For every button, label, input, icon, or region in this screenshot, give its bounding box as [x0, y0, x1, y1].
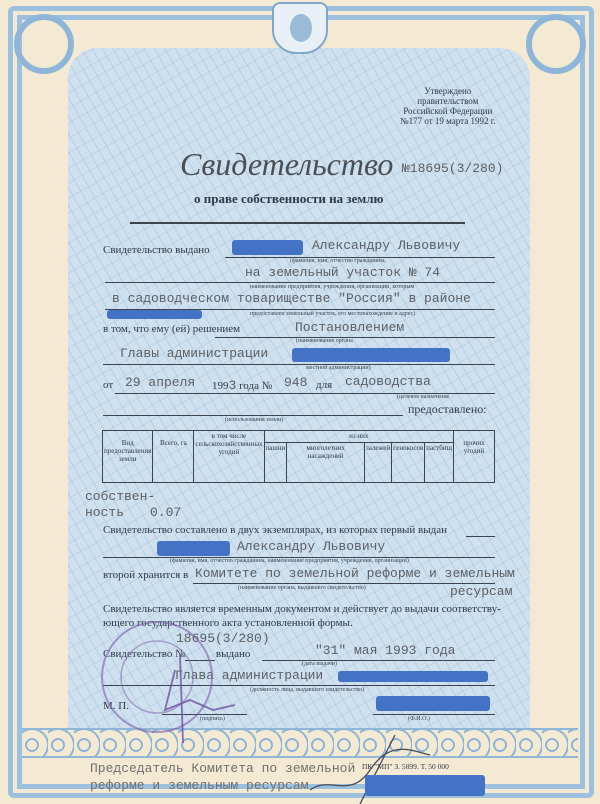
table-header: из них [264, 431, 453, 443]
from-label: от [103, 379, 114, 391]
caption: (использования земли) [225, 417, 284, 423]
table-header: в том числе сельскохозяйственных угодий [194, 431, 264, 483]
copies-text: Свидетельство составлено в двух экземплярах, из которых первый выдан [103, 524, 447, 536]
caption: наименование предприятия, учреждения, организации, которым [250, 284, 415, 290]
ownership-type: собствен- [85, 489, 156, 504]
caption: (должность лица, выдавшего свидетельство) [250, 687, 365, 693]
approval-line: правительством [417, 96, 479, 106]
decision-date: 29 апреля [125, 375, 196, 390]
corner-ornament [526, 14, 586, 74]
official-stamp [95, 615, 235, 745]
caption: (целевое назначение [397, 394, 450, 400]
area-value: 0.07 [150, 505, 182, 520]
second-copy-holder: Комитете по земельной реформе и земельным [195, 566, 515, 581]
caption: (дата выдачи) [302, 661, 337, 667]
ownership-type: ность [85, 505, 125, 520]
decree-number: 948 [284, 375, 308, 390]
year-label: года № [239, 380, 273, 392]
printer-mark: ПК "МП" З. 5899. Т. 50 000 [362, 762, 449, 771]
approval-line: Российской Федерации [403, 106, 493, 116]
issue-number: 18695(3/280) [176, 631, 270, 646]
land-table [102, 430, 495, 483]
first-copy-recipient: Александру Львовичу [237, 539, 386, 554]
footer-chairman: Председатель Комитета по земельной [90, 761, 356, 776]
issue-label: Свидетельство № [103, 648, 186, 660]
approval-line: Утверждено [424, 86, 472, 96]
corner-ornament [14, 14, 74, 74]
for-label: для [316, 379, 333, 391]
coat-of-arms-emblem [272, 2, 328, 54]
caption: (подпись) [200, 716, 225, 722]
approval-line: №177 от 19 марта 1992 г. [400, 116, 496, 126]
plot-value: на земельный участок № 74 [245, 265, 441, 280]
year-suffix: 3 [228, 378, 237, 393]
notice-text: ющего государственного акта установленной формы. [103, 617, 353, 629]
redaction [107, 310, 202, 319]
redaction [338, 671, 488, 682]
granted-label: предоставлено: [408, 402, 487, 416]
decision-label: в том, что ему (ей) решением [103, 323, 241, 335]
redaction [365, 775, 485, 796]
table-subheader: залежей [364, 443, 391, 483]
document-title: Свидетельство [180, 146, 394, 182]
document-subtitle: о праве собственности на землю [194, 191, 384, 206]
year-prefix: 199 [212, 380, 229, 392]
certificate-number: №18695(3/280) [402, 161, 504, 176]
table-header: прочих угодий [454, 431, 495, 483]
caption: местной администрации) [306, 365, 371, 371]
caption: предоставлен земельный участок, его местонахождение и адрес) [250, 311, 416, 317]
caption: (наименование органа [296, 338, 353, 344]
caption: (наименование органа, выдавшего свидетельство) [238, 585, 366, 591]
issuer-position: Глава администрации [175, 668, 324, 683]
issue-date: "31" мая 1993 года [315, 643, 456, 658]
second-copy-holder: ресурсам [450, 584, 513, 599]
caption: (Ф.И.О.) [408, 716, 430, 722]
redaction [232, 240, 303, 255]
caption: (фамилия, имя, отчество гражданина, [290, 258, 387, 264]
footer-chairman: реформе и земельным ресурсам [90, 778, 309, 793]
location-value: в садоводческом товариществе "Россия" в районе [112, 291, 471, 306]
seal-label: М. П. [103, 700, 129, 712]
approval-note [400, 86, 496, 126]
table-subheader: многолетних насаждений [287, 443, 365, 483]
table-subheader: пастбищ [425, 443, 454, 483]
authority-value: Главы администрации [120, 346, 269, 361]
second-copy-label: второй хранится в [103, 569, 189, 581]
table-subheader: пашни [264, 443, 287, 483]
table-subheader: сенокосов [392, 443, 425, 483]
table-header: Вид предоставления земли [103, 431, 153, 483]
decision-value: Постановлением [295, 320, 405, 335]
issued-word: выдано [215, 648, 251, 660]
issued-to-value: Александру Львовичу [312, 238, 461, 253]
issued-label: Свидетельство выдано [103, 244, 210, 256]
notice-text: Свидетельство является временным документом и действует до выдачи соответству- [103, 603, 501, 615]
redaction [376, 696, 490, 711]
redaction [157, 541, 230, 556]
purpose-value: садоводства [345, 374, 431, 389]
redaction [292, 348, 450, 362]
table-header: Всего, га [153, 431, 194, 483]
caption: (фамилия, имя, отчество гражданина, наименование предприятия, учреждения, организации) [170, 558, 409, 564]
